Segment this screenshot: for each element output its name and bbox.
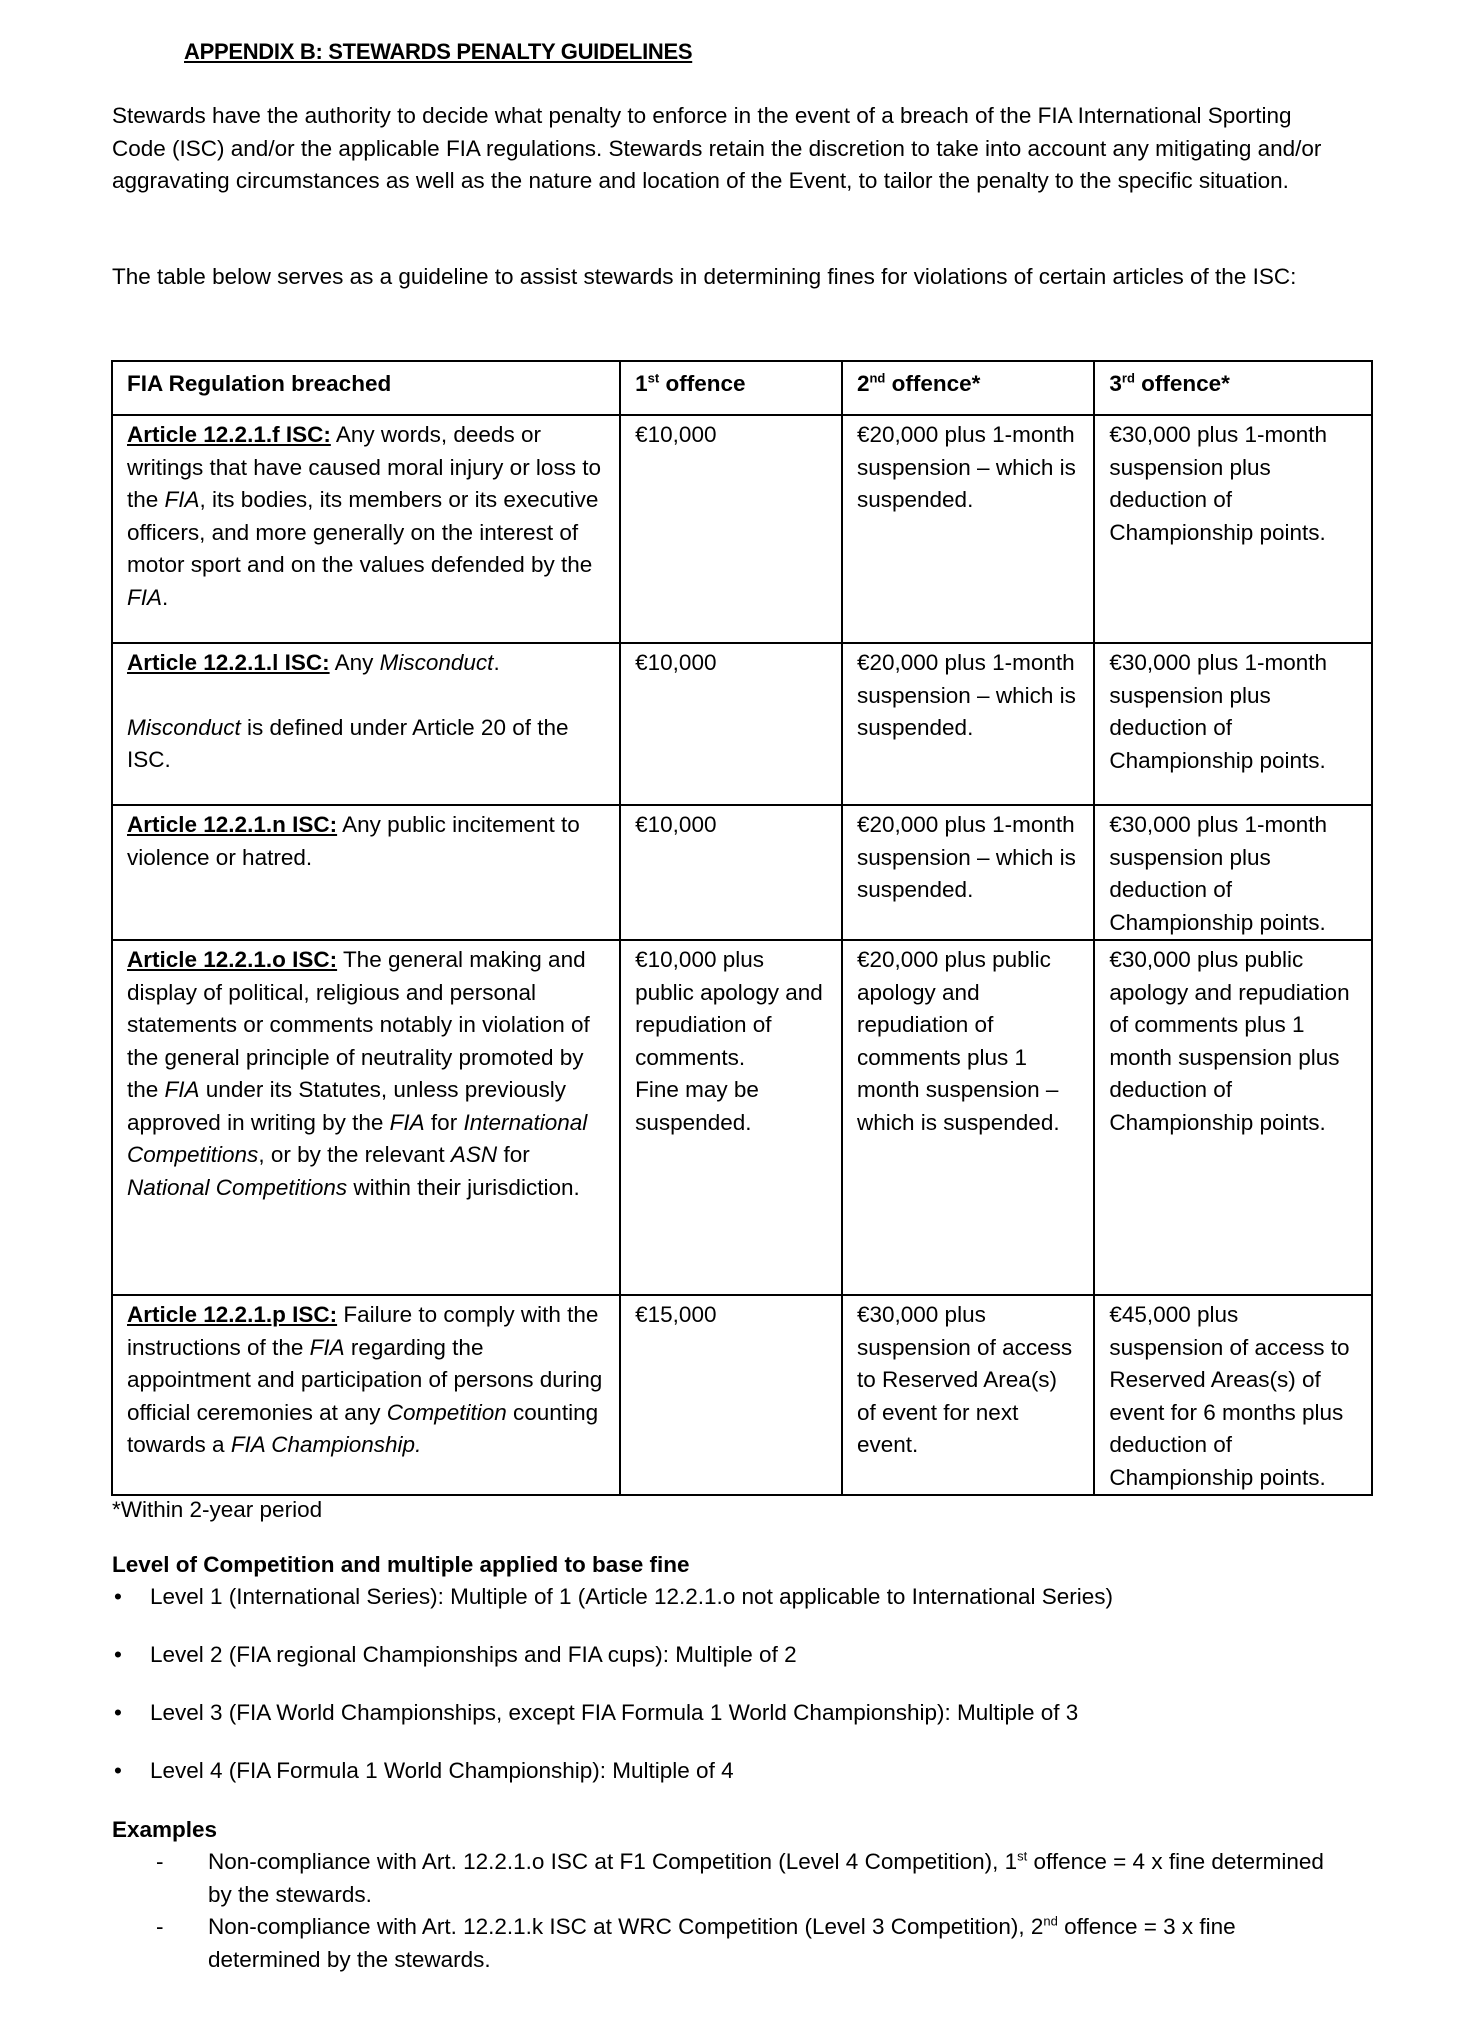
list-item: [112, 1581, 1113, 1613]
table-footnote: *Within 2-year period: [112, 1497, 323, 1522]
article-reference: Article 12.2.1.n ISC:: [127, 812, 338, 837]
description-italic: FIA: [164, 1077, 200, 1102]
list-item: [112, 1846, 1342, 1911]
description-text: Any public incitement to violence or hatred.: [127, 812, 580, 870]
spacer: [127, 680, 606, 712]
table-row: [112, 415, 1372, 643]
table-row: [112, 1295, 1372, 1495]
description-text: , its bodies, its members or its executive officers, and more generally on the interest of motor sport and on the values defended by the: [127, 487, 599, 577]
description-text: under its Statutes, unless previously approved in writing by the: [127, 1077, 566, 1135]
header-first-label: offence: [659, 371, 746, 396]
second-offence-cell: €20,000 plus public apology and repudiation of comments plus 1 month suspension – which is suspended.: [842, 940, 1094, 1295]
regulation-cell: [112, 643, 620, 805]
description-italic: National Competitions: [127, 1174, 348, 1200]
table-header-row: [112, 361, 1372, 415]
level-text: Level 4 (FIA Formula 1 World Championship): Multiple of 4: [150, 1758, 734, 1783]
description-italic: Misconduct: [379, 650, 494, 675]
example-sup: nd: [1043, 1913, 1058, 1929]
levels-heading: Level of Competition and multiple applied to base fine: [112, 1552, 690, 1577]
list-item: [112, 1639, 1113, 1671]
second-offence-cell: €30,000 plus suspension of access to Reserved Area(s) of event for next event.: [842, 1295, 1094, 1495]
description-text: .: [162, 584, 169, 610]
description-text: , or by the relevant: [258, 1142, 451, 1167]
header-first-sup: st: [647, 370, 660, 386]
dash-icon: -: [156, 1849, 164, 1874]
header-third-offence: [1094, 361, 1372, 415]
second-offence-cell: €20,000 plus 1-month suspension – which is suspended.: [842, 415, 1094, 643]
list-item: [112, 1755, 1113, 1787]
third-offence-cell: €45,000 plus suspension of access to Reserved Areas(s) of event for 6 months plus deduction of Championship points.: [1094, 1295, 1372, 1495]
first-offence-cell: €10,000: [620, 415, 842, 643]
article-reference: Article 12.2.1.f ISC:: [127, 422, 331, 447]
example-text: offence = 3 x fine determined by the stewards.: [208, 1914, 1236, 1972]
first-offence-cell: €15,000: [620, 1295, 842, 1495]
intro-paragraph: Stewards have the authority to decide what penalty to enforce in the event of a breach of the FIA International Sporting Code (ISC) and/or the applicable FIA regulations. Stewards retain the discretion to take into account any mitigating and/or aggravating circumstances as well as the nature and location of the Event, to tailor the penalty to the specific situation.: [112, 103, 1322, 193]
bullet-icon: •: [114, 1758, 122, 1783]
header-first-num: 1: [635, 371, 648, 396]
description-italic: International Competitions: [127, 1109, 588, 1167]
note-italic: Misconduct: [127, 714, 241, 740]
bullet-icon: •: [114, 1642, 122, 1667]
description-italic: FIA: [309, 1334, 345, 1360]
header-third-sup: rd: [1121, 370, 1135, 386]
description-text: regarding the appointment and participation of persons during official ceremonies at any: [127, 1334, 603, 1425]
description-italic: FIA: [164, 487, 200, 512]
level-text: Level 3 (FIA World Championships, except FIA Formula 1 World Championship): Multiple of 3: [150, 1700, 1079, 1725]
header-second-offence: [842, 361, 1094, 415]
dash-icon: -: [156, 1914, 164, 1939]
article-reference: Article 12.2.1.l ISC:: [127, 650, 330, 675]
table-row: [112, 643, 1372, 805]
list-item: [112, 1911, 1342, 1976]
examples-list: [112, 1846, 1342, 1976]
description-text: for: [497, 1142, 530, 1167]
first-offence-text: €10,000 plus public apology and repudiation of comments.: [635, 947, 823, 1070]
bullet-icon: •: [114, 1700, 122, 1725]
description-text: The general making and display of political, religious and personal statements or comments notably in violation of the general principle of neutrality promoted by the: [127, 947, 590, 1102]
list-item: [112, 1697, 1113, 1729]
description-text: Any words, deeds or writings that have caused moral injury or loss to the: [127, 422, 601, 512]
description-text: within their jurisdiction.: [347, 1174, 580, 1200]
second-offence-cell: €20,000 plus 1-month suspension – which is suspended.: [842, 805, 1094, 940]
regulation-cell: [112, 415, 620, 643]
third-offence-cell: €30,000 plus 1-month suspension plus deduction of Championship points.: [1094, 415, 1372, 643]
description-italic: FIA Championship.: [230, 1432, 422, 1457]
example-text: Non-compliance with Art. 12.2.1.o ISC at F1 Competition (Level 4 Competition), 1: [208, 1849, 1018, 1874]
third-offence-cell: €30,000 plus 1-month suspension plus deduction of Championship points.: [1094, 805, 1372, 940]
regulation-cell: [112, 805, 620, 940]
first-offence-cell: €10,000: [620, 643, 842, 805]
description-italic: Competition: [386, 1399, 507, 1425]
header-first-offence: [620, 361, 842, 415]
description-text: .: [493, 650, 500, 675]
table-intro-paragraph: The table below serves as a guideline to assist stewards in determining fines for violations of certain articles of the ISC:: [112, 264, 1297, 289]
example-text: Non-compliance with Art. 12.2.1.k ISC at WRC Competition (Level 3 Competition), 2: [208, 1914, 1044, 1939]
article-reference: Article 12.2.1.o ISC:: [127, 947, 338, 972]
third-offence-cell: €30,000 plus public apology and repudiation of comments plus 1 month suspension plus deduction of Championship points.: [1094, 940, 1372, 1295]
page-title: APPENDIX B: STEWARDS PENALTY GUIDELINES: [184, 39, 693, 64]
header-second-label: offence*: [885, 371, 981, 396]
regulation-cell: [112, 940, 620, 1295]
header-third-num: 3: [1109, 371, 1122, 396]
description-italic: FIA: [389, 1109, 425, 1135]
header-second-sup: nd: [869, 370, 886, 386]
table-row: [112, 940, 1372, 1295]
description-italic: FIA: [127, 584, 163, 610]
article-reference: Article 12.2.1.p ISC:: [127, 1302, 338, 1327]
penalty-guidelines-table: [111, 360, 1373, 1496]
example-text: offence = 4 x fine determined by the stewards.: [208, 1849, 1324, 1907]
second-offence-cell: €20,000 plus 1-month suspension – which is suspended.: [842, 643, 1094, 805]
examples-heading: Examples: [112, 1817, 218, 1842]
note-text: is defined under Article 20 of the ISC.: [127, 714, 569, 772]
description-italic: ASN: [450, 1142, 498, 1167]
bullet-icon: •: [114, 1584, 122, 1609]
description-text: counting towards a: [127, 1399, 599, 1457]
first-offence-cell: €10,000: [620, 805, 842, 940]
example-sup: st: [1017, 1848, 1028, 1864]
levels-list: [112, 1581, 1113, 1813]
header-third-label: offence*: [1134, 371, 1230, 396]
regulation-cell: [112, 1295, 620, 1495]
header-regulation-label: FIA Regulation breached: [127, 371, 392, 396]
third-offence-cell: €30,000 plus 1-month suspension plus deduction of Championship points.: [1094, 643, 1372, 805]
first-offence-note: Fine may be suspended.: [635, 1077, 759, 1135]
first-offence-cell: [620, 940, 842, 1295]
header-regulation: [112, 361, 620, 415]
level-text: Level 2 (FIA regional Championships and FIA cups): Multiple of 2: [150, 1642, 797, 1667]
table-row: [112, 805, 1372, 940]
description-text: Any: [329, 650, 380, 675]
description-text: for: [424, 1109, 464, 1135]
description-text: Failure to comply with the instructions of the: [127, 1302, 599, 1360]
header-second-num: 2: [856, 371, 870, 396]
level-text: Level 1 (International Series): Multiple of 1 (Article 12.2.1.o not applicable to International Series): [150, 1584, 1114, 1609]
